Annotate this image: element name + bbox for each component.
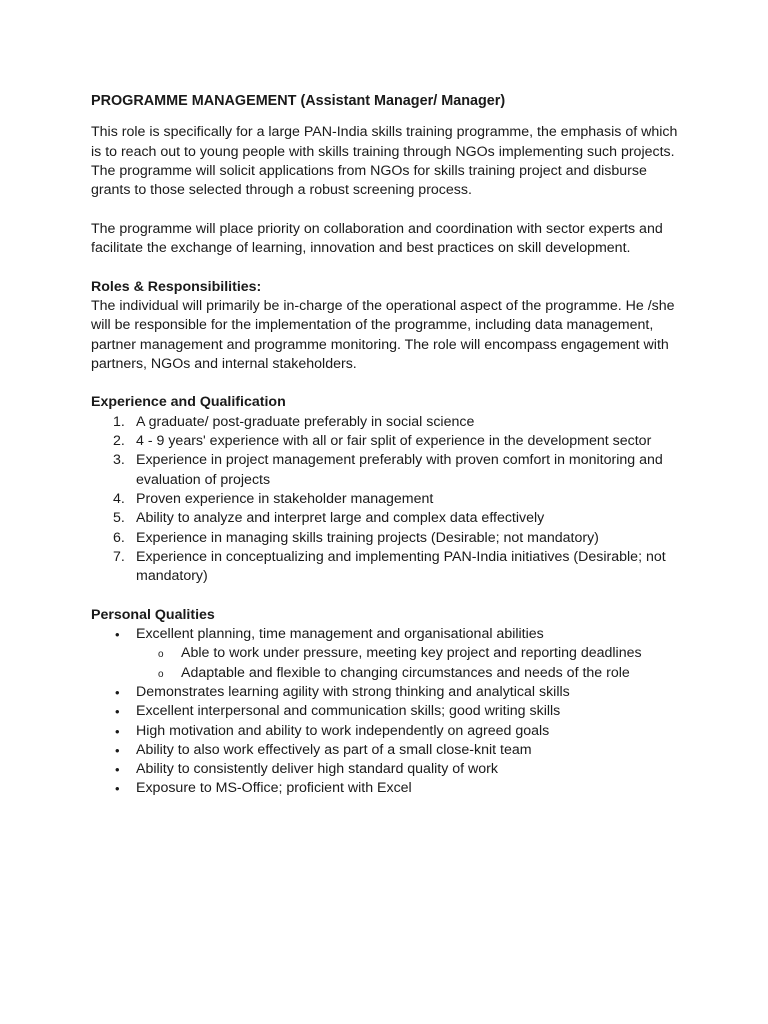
list-item (91, 722, 681, 741)
list-item (91, 490, 681, 509)
roles-paragraph: The individual will primarily be in-charge of the operational aspect of the programme. He /she will be responsible for the implementation of the programme, including data management, partner management and programme monitoring. The role will encompass engagement with partners, NGOs and internal stakeholders. (91, 297, 675, 372)
list-item-text: Experience in project management preferably with proven comfort in monitoring and evaluation of projects (136, 452, 663, 488)
list-number: 6. (113, 529, 125, 546)
list-item-text: Experience in conceptualizing and implementing PAN-India initiatives (Desirable; not mandatory) (136, 548, 666, 585)
intro-paragraph-1: This role is specifically for a large PAN-India skills training programme, the emphasis of which is to reach out to young people with skills training through NGOs implementing such projects. The programme will solicit applications from NGOs for skills training project and disburse grants to those selected through a robust screening process. (91, 124, 678, 199)
bullet-icon: • (115, 627, 120, 643)
list-item-text: Excellent planning, time management and organisational abilities (136, 626, 544, 643)
list-item (91, 779, 681, 798)
bullet-icon: • (115, 781, 120, 797)
list-number: 7. (113, 548, 125, 565)
list-item-text: A graduate/ post-graduate preferably in social science (136, 413, 475, 430)
list-item (91, 451, 681, 490)
bullet-icon: • (115, 704, 120, 720)
bullet-icon: • (115, 762, 120, 778)
list-item (91, 413, 681, 432)
list-item-text: Ability to also work effectively as part of a small close-knit team (136, 741, 532, 758)
document-page (91, 92, 681, 799)
list-item-text: Excellent interpersonal and communication skills; good writing skills (136, 703, 561, 720)
intro-paragraph-2: The programme will place priority on collaboration and coordination with sector experts and facilitate the exchange of learning, innovation and best practices on skill development. (91, 220, 663, 257)
list-item-text: Ability to consistently deliver high standard quality of work (136, 761, 498, 778)
list-number: 4. (113, 490, 125, 507)
list-item-text: Demonstrates learning agility with strong thinking and analytical skills (136, 683, 570, 700)
sub-bullet-icon: o (158, 649, 164, 661)
qualities-list (91, 625, 681, 799)
bullet-icon: • (115, 684, 120, 700)
list-item (91, 509, 681, 528)
bullet-icon: • (115, 723, 120, 739)
list-item-text: High motivation and ability to work independently on agreed goals (136, 722, 550, 739)
sub-list-item (136, 664, 681, 683)
list-item-text: Experience in managing skills training projects (Desirable; not mandatory) (136, 529, 599, 546)
qualities-heading: Personal Qualities (91, 606, 215, 623)
sub-bullet-icon: o (158, 668, 164, 680)
list-item (91, 432, 681, 451)
list-number: 3. (113, 452, 125, 469)
bullet-icon: • (115, 742, 120, 758)
list-item (91, 548, 681, 587)
roles-heading: Roles & Responsibilities: (91, 278, 262, 295)
list-number: 5. (113, 510, 125, 527)
list-number: 2. (113, 433, 125, 450)
list-item (91, 702, 681, 721)
list-item (91, 683, 681, 702)
list-number: 1. (113, 413, 125, 430)
list-item-text: Exposure to MS-Office; proficient with Excel (136, 780, 412, 797)
list-item (91, 741, 681, 760)
list-item (91, 529, 681, 548)
sub-list-item-text: Able to work under pressure, meeting key project and reporting deadlines (181, 645, 642, 662)
sub-list-item-text: Adaptable and flexible to changing circumstances and needs of the role (181, 664, 630, 681)
list-item-text: Proven experience in stakeholder management (136, 490, 434, 507)
experience-heading: Experience and Qualification (91, 394, 286, 411)
experience-list (91, 413, 681, 587)
list-item (91, 760, 681, 779)
qualities-sublist (136, 644, 681, 683)
document-title: PROGRAMME MANAGEMENT (Assistant Manager/ Manager) (91, 93, 506, 109)
list-item-text: 4 - 9 years' experience with all or fair split of experience in the development sector (136, 433, 652, 450)
list-item-text: Ability to analyze and interpret large and complex data effectively (136, 510, 545, 527)
list-item (91, 625, 681, 683)
sub-list-item (136, 644, 681, 663)
